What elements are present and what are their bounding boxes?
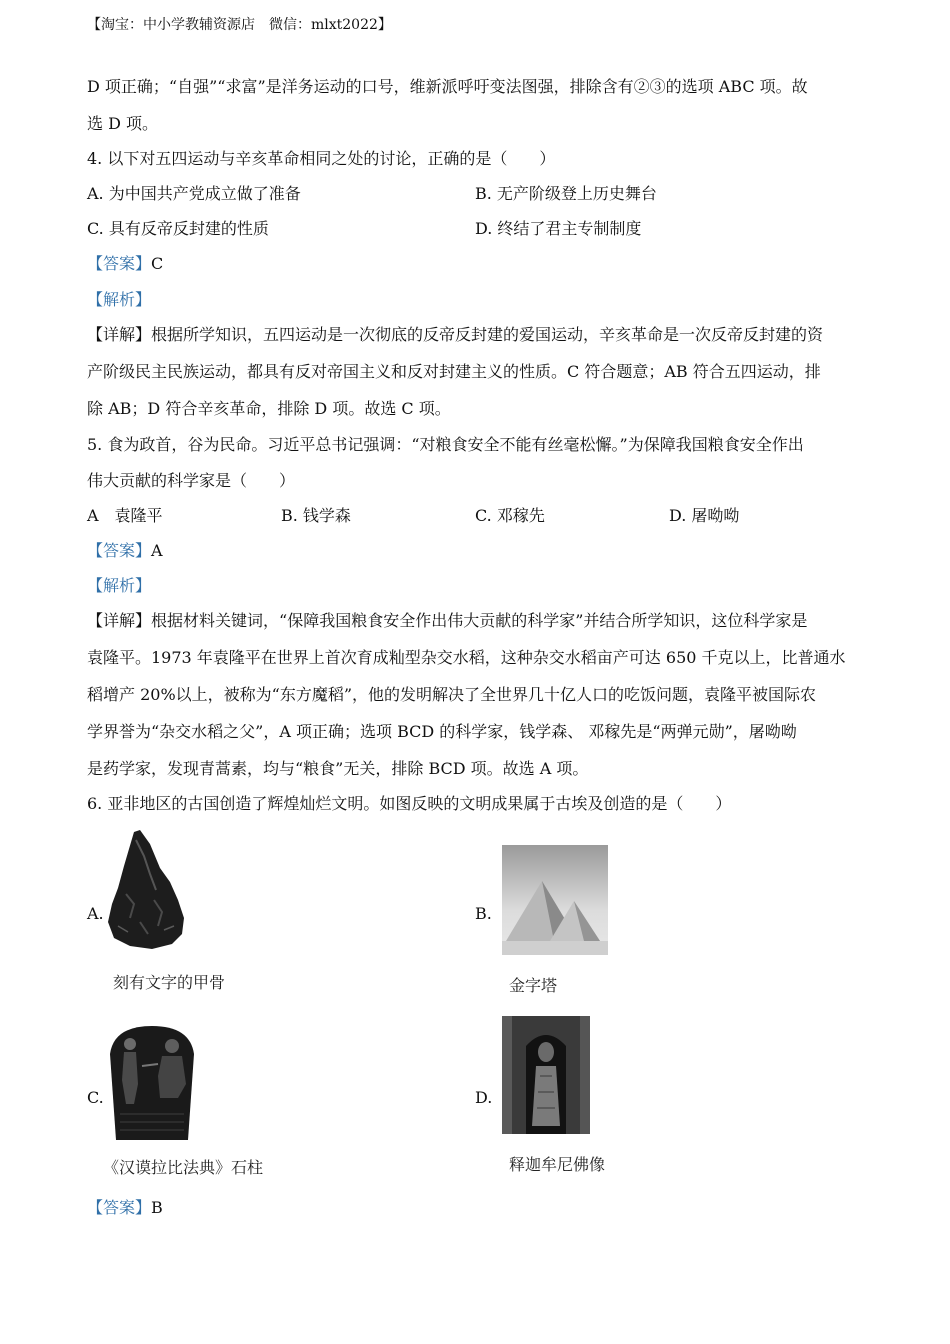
answer-value: C (151, 254, 164, 273)
q6-option-a-letter: A. (87, 904, 104, 923)
q4-analysis-tag: 【解析】 (87, 290, 152, 309)
intro-line-1: D 项正确；“自强”“求富”是洋务运动的口号，维新派呼吁变法图强，排除含有②③的选项 ABC 项。故 (87, 77, 808, 96)
q5-detail-line-3: 稻增产 20%以上，被称为“东方魔稻”，他的发明解决了全世界几十亿人口的吃饭问题，袁隆平被国际农 (87, 685, 817, 704)
q4-option-a: A. 为中国共产党成立做了准备 (87, 184, 301, 203)
q6-option-a-caption: 刻有文字的甲骨 (113, 973, 226, 992)
q5-detail-line-5: 是药学家，发现青蒿素，均与“粮食”无关，排除 BCD 项。故选 A 项。 (87, 759, 589, 778)
detail-tag: 【详解】 (87, 325, 152, 344)
q4-detail-line-2: 产阶级民主民族运动，都具有反对帝国主义和反对封建主义的性质。C 符合题意；AB 符合五四运动，排 (87, 362, 821, 381)
q6-option-d-caption: 释迦牟尼佛像 (509, 1155, 606, 1174)
q4-stem: 4. 以下对五四运动与辛亥革命相同之处的讨论，正确的是（ ） (87, 149, 556, 168)
q5-detail-line-1 (87, 611, 807, 631)
detail-text: 根据所学知识，五四运动是一次彻底的反帝反封建的爱国运动，辛亥革命是一次反帝反封建的资 (151, 325, 824, 344)
q5-analysis-tag: 【解析】 (87, 576, 152, 595)
intro-line-2: 选 D 项。 (87, 114, 159, 133)
q5-detail-line-2: 袁隆平。1973 年袁隆平在世界上首次育成籼型杂交水稻，这种杂交水稻亩产可达 650 千克以上，比普通水 (87, 648, 846, 667)
q5-stem-line-1: 5. 食为政首，谷为民命。习近平总书记强调：“对粮食安全不能有丝毫松懈。”为保障我国粮食安全作出 (87, 435, 804, 454)
answer-tag: 【答案】 (87, 541, 152, 560)
q6-option-c-caption: 《汉谟拉比法典》石柱 (103, 1158, 264, 1177)
q4-detail-line-3: 除 AB；D 符合辛亥革命，排除 D 项。故选 C 项。 (87, 399, 451, 418)
pyramids-image (502, 845, 608, 955)
page-header: 【淘宝：中小学教辅资源店 微信：mlxt2022】 (87, 17, 392, 33)
buddha-statue-image (502, 1016, 590, 1134)
q5-option-c: C. 邓稼先 (475, 506, 545, 525)
q6-option-c-letter: C. (87, 1088, 104, 1107)
q4-option-c: C. 具有反帝反封建的性质 (87, 219, 269, 238)
q4-detail-line-1 (87, 325, 823, 345)
answer-value: A (151, 541, 163, 560)
q4-option-b: B. 无产阶级登上历史舞台 (475, 184, 657, 203)
detail-tag: 【详解】 (87, 611, 152, 630)
answer-value: B (151, 1198, 163, 1217)
hammurabi-stele-image (108, 1024, 196, 1140)
q6-stem: 6. 亚非地区的古国创造了辉煌灿烂文明。如图反映的文明成果属于古埃及创造的是（ ） (87, 794, 732, 813)
q4-option-d: D. 终结了君主专制制度 (475, 219, 642, 238)
q5-option-b: B. 钱学森 (281, 506, 351, 525)
q6-answer (87, 1198, 163, 1218)
answer-tag: 【答案】 (87, 1198, 152, 1217)
q5-option-a: A 袁隆平 (87, 506, 163, 525)
q6-option-b-letter: B. (475, 904, 492, 923)
q6-option-d-letter: D. (475, 1088, 493, 1107)
q6-option-b-caption: 金字塔 (509, 976, 558, 995)
detail-text: 根据材料关键词，“保障我国粮食安全作出伟大贡献的科学家”并结合所学知识，这位科学家是 (151, 611, 808, 630)
q5-detail-line-4: 学界誉为“杂交水稻之父”，A 项正确；选项 BCD 的科学家，钱学森、 邓稼先是“两弹元勋”，屠呦呦 (87, 722, 797, 741)
oracle-bone-image (104, 830, 186, 950)
q5-answer (87, 541, 163, 561)
answer-tag: 【答案】 (87, 254, 152, 273)
q5-stem-line-2: 伟大贡献的科学家是（ ） (87, 471, 296, 490)
q5-option-d: D. 屠呦呦 (669, 506, 740, 525)
q4-answer (87, 254, 163, 274)
